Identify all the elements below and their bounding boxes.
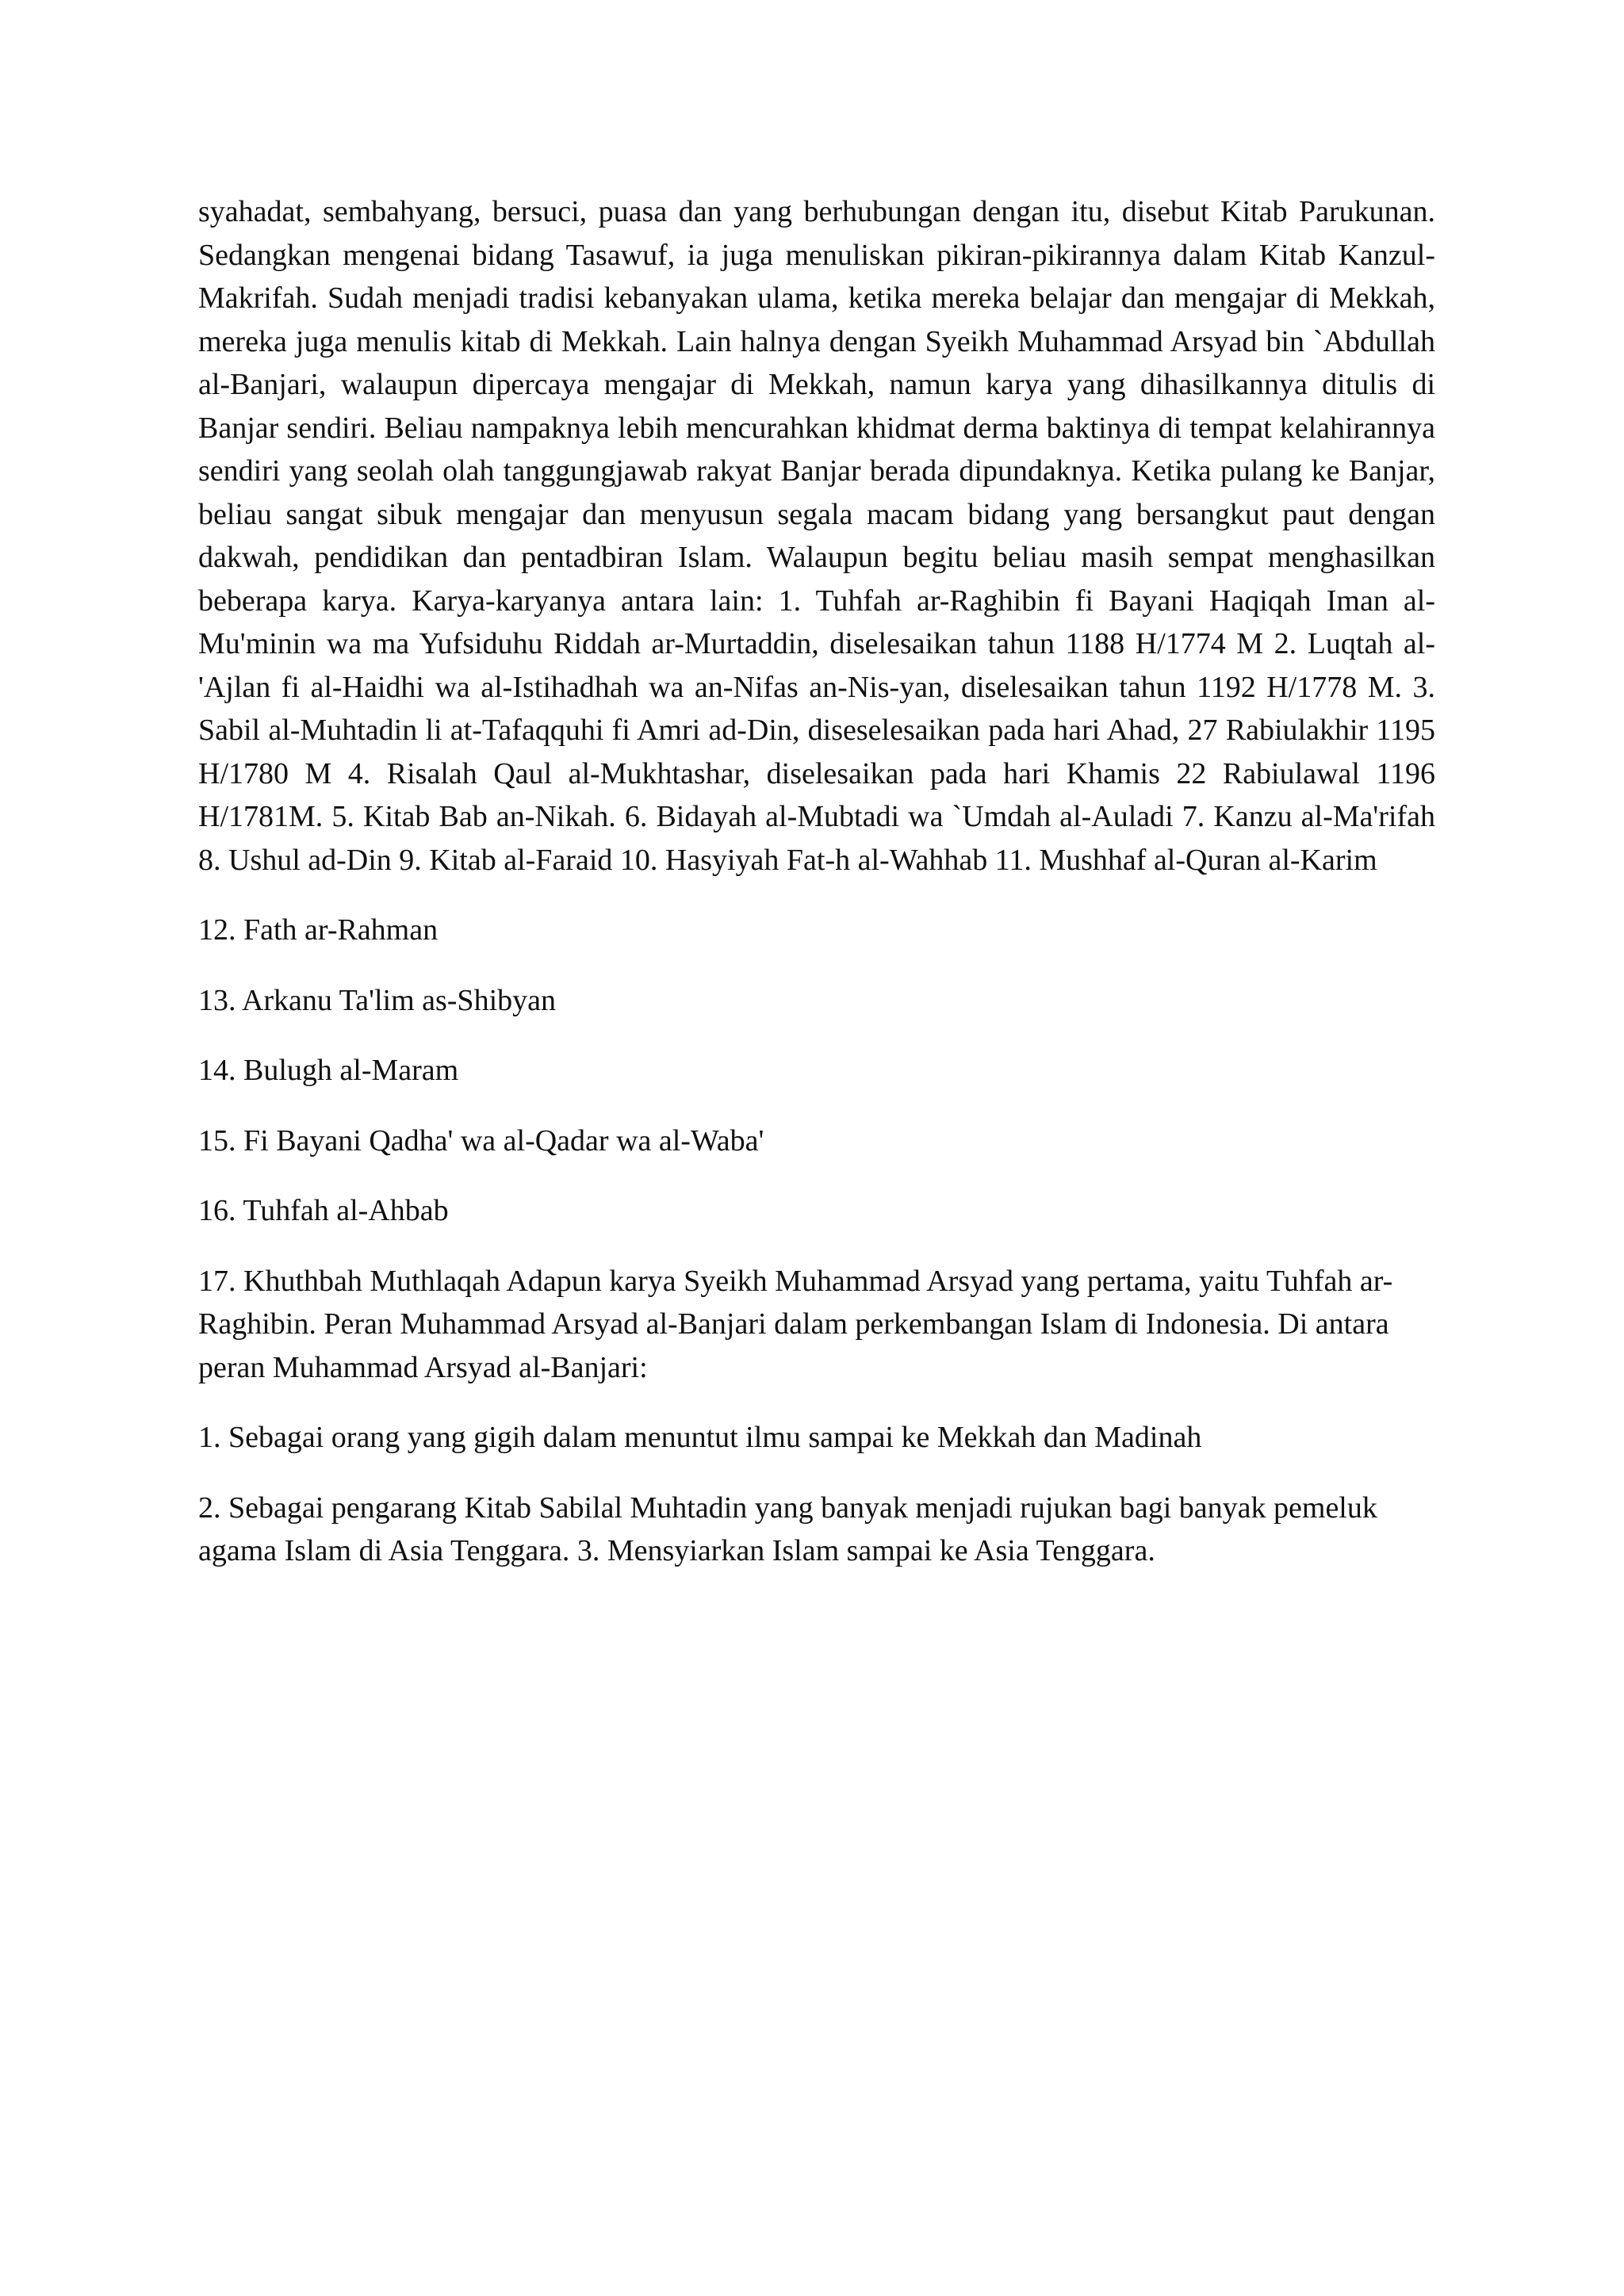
- list-item-14: 14. Bulugh al-Maram: [198, 1054, 459, 1087]
- list-item-12: 12. Fath ar-Rahman: [198, 913, 439, 947]
- main-paragraph: syahadat, sembahyang, bersuci, puasa dan yang berhubungan dengan itu, disebut Kitab Parukunan. Sedangkan mengenai bidang Tasawuf, ia juga menuliskan pikiran-pikirannya dalam Kitab Kanzul-Makrifah. Sudah menjadi tradisi kebanyakan ulama, ketika mereka belajar dan mengajar di Mekkah, mereka juga menulis kitab di Mekkah. Lain halnya dengan Syeikh Muhammad Arsyad bin `Abdullah al-Banjari, walaupun dipercaya mengajar di Mekkah, namun karya yang dihasilkannya ditulis di Banjar sendiri. Beliau nampaknya lebih mencurahkan khidmat derma baktinya di tempat kelahirannya sendiri yang seolah olah tanggungjawab rakyat Banjar berada dipundaknya. Ketika pulang ke Banjar, beliau sangat sibuk mengajar dan menyusun segala macam bidang yang bersangkut paut dengan dakwah, pendidikan dan pentadbiran Islam. Walaupun begitu beliau masih sempat menghasilkan beberapa karya. Karya-karyanya antara lain: 1. Tuhfah ar-Raghibin fi Bayani Haqiqah Iman al-Mu'minin wa ma Yufsiduhu Riddah ar-Murtaddin, diselesaikan tahun 1188 H/1774 M 2. Luqtah al-'Ajlan fi al-Haidhi wa al-Istihadhah wa an-Nifas an-Nis-yan, diselesaikan tahun 1192 H/1778 M. 3. Sabil al-Muhtadin li at-Tafaqquhi fi Amri ad-Din, diseselesaikan pada hari Ahad, 27 Rabiulakhir 1195 H/1780 M 4. Risalah Qaul al-Mukhtashar, diselesaikan pada hari Khamis 22 Rabiulawal 1196 H/1781M. 5. Kitab Bab an-Nikah. 6. Bidayah al-Mubtadi wa `Umdah al-Auladi 7. Kanzu al-Ma'rifah 8. Ushul ad-Din 9. Kitab al-Faraid 10. Hasyiyah Fat-h al-Wahhab 11. Mushhaf al-Quran al-Karim: [198, 195, 1435, 877]
- role-item-1: 1. Sebagai orang yang gigih dalam menuntut ilmu sampai ke Mekkah dan Madinah: [198, 1421, 1202, 1454]
- list-item-15: 15. Fi Bayani Qadha' wa al-Qadar wa al-Waba': [198, 1123, 764, 1158]
- document-body: [198, 190, 1435, 1573]
- list-item-17-paragraph: 17. Khuthbah Muthlaqah Adapun karya Syeikh Muhammad Arsyad yang pertama, yaitu Tuhfah ar-Raghibin. Peran Muhammad Arsyad al-Banjari dalam perkembangan Islam di Indonesia. Di antara peran Muhammad Arsyad al-Banjari:: [198, 1264, 1393, 1384]
- list-item-16: 16. Tuhfah al-Ahbab: [198, 1194, 449, 1227]
- list-item-13: 13. Arkanu Ta'lim as-Shibyan: [198, 983, 556, 1017]
- role-item-2-paragraph: 2. Sebagai pengarang Kitab Sabilal Muhtadin yang banyak menjadi rujukan bagi banyak pemeluk agama Islam di Asia Tenggara. 3. Mensyiarkan Islam sampai ke Asia Tenggara.: [198, 1490, 1377, 1567]
